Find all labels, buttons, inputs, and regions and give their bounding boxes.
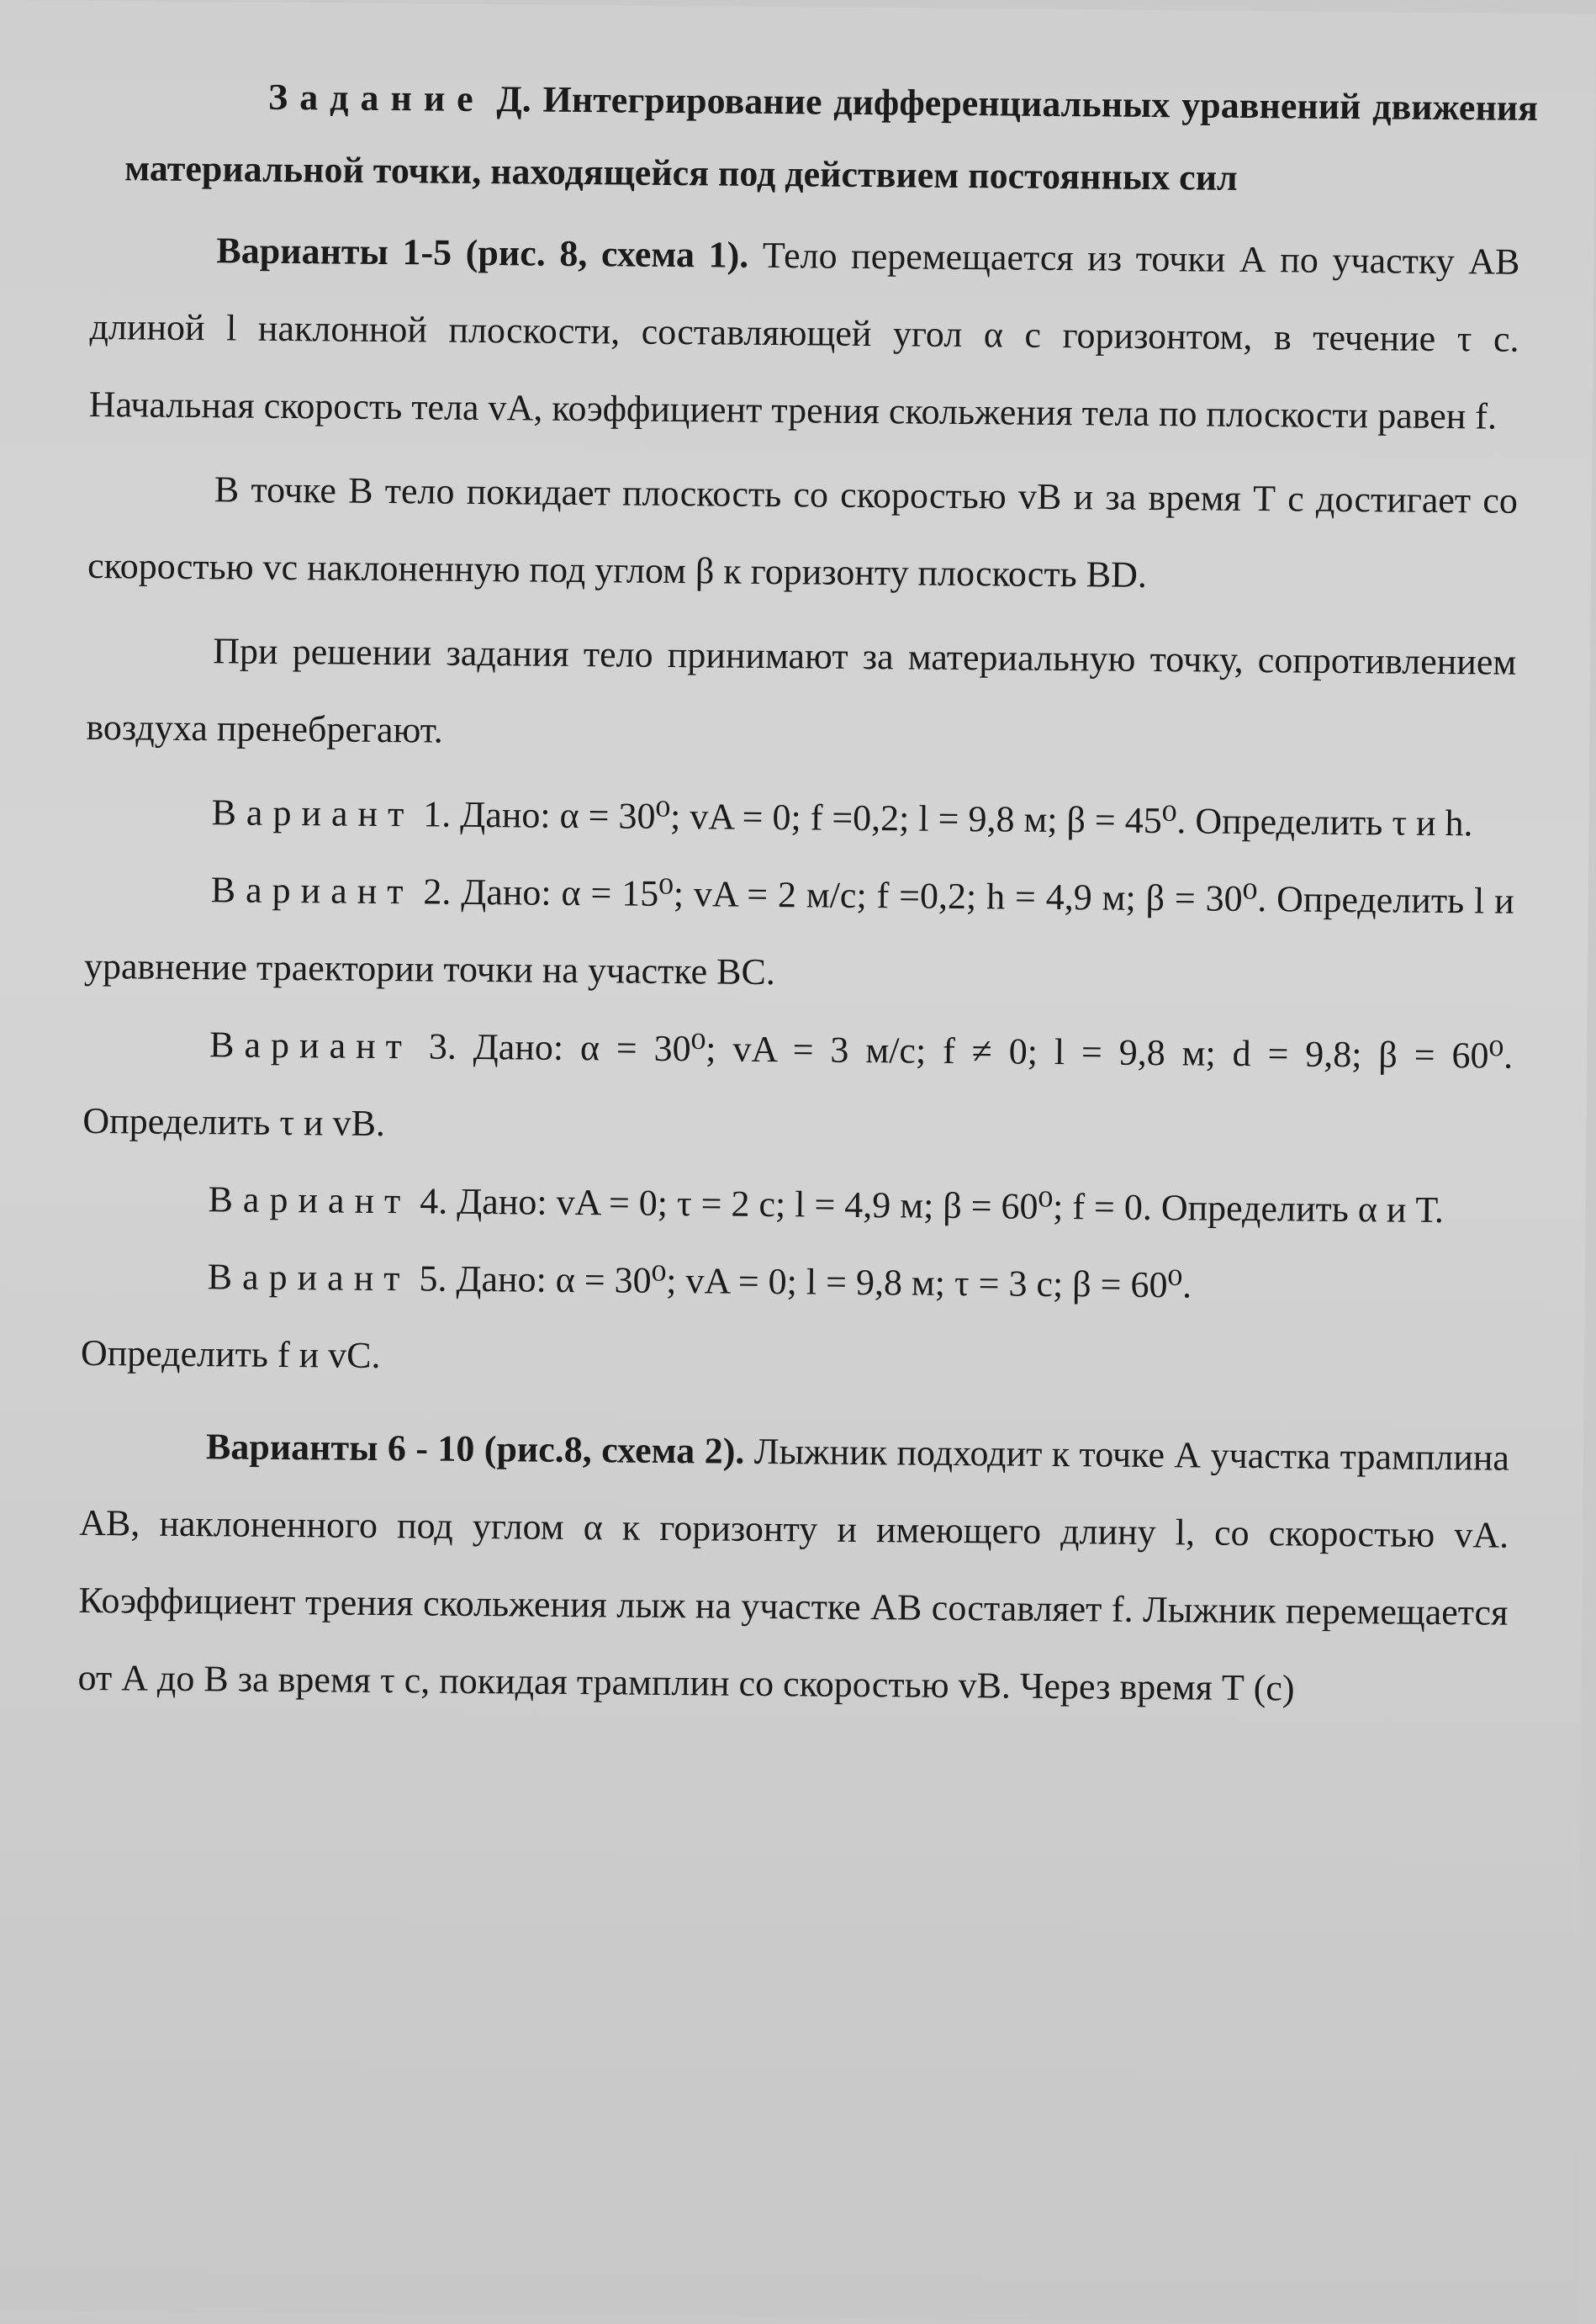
- section2-text: Лыжник подходит к точке А участка трамплина АВ, наклоненного под углом α к горизонту и имеющего длину l, со скоростью vA. Коэффициент трения скольжения лыж на участке АВ составляет f. Лыжник перемещается от А до В за время τ с, покидая трамплин со скоростью vB. Через время Т (с): [77, 1430, 1510, 1709]
- paragraph-2: В точке В тело покидает плоскость со скоростью vB и за время Т с достигает со скоростью vc наклоненную под углом β к горизонту плоскость BD.: [87, 469, 1519, 596]
- section1-text: Тело перемещается из точки А по участку АВ длиной l наклонной плоскости, составляющей угол α с горизонтом, в течение τ с. Начальная скорость тела vA, коэффициент трения скольжения тела по плоскости равен f.: [88, 234, 1520, 437]
- section2-title: Варианты 6 - 10 (рис.8, схема 2).: [205, 1426, 745, 1472]
- task-heading: [124, 60, 1538, 217]
- variant-1: [85, 773, 1515, 863]
- variant-label: Вариант: [208, 1178, 411, 1222]
- paragraph-3: При решении задания тело принимают за материальную точку, сопротивлением воздуха пренебрегают.: [86, 630, 1517, 751]
- section1-paragraph: [88, 211, 1519, 456]
- section2-paragraph: [77, 1407, 1509, 1729]
- variant-text: 3. Дано: α = 30⁰; vA = 3 м/с; f ≠ 0; l = 9,8 м; d = 9,8; β = 60⁰. Определить τ и vB.: [82, 1025, 1514, 1145]
- variant-label: Вариант: [209, 1024, 413, 1067]
- variant-3: [82, 1005, 1514, 1173]
- variant-label: Вариант: [211, 791, 415, 835]
- variant-text: 2. Дано: α = 15⁰; vA = 2 м/с; f =0,2; h = 4,9 м; β = 30⁰. Определить l и уравнение траектории точки на участке ВС.: [83, 871, 1514, 993]
- variant-text: 1. Дано: α = 30⁰; vA = 0; f =0,2; l = 9,8 м; β = 45⁰. Определить τ и h.: [414, 793, 1473, 844]
- variants-list: [81, 773, 1514, 1405]
- variant-text: 5. Дано: α = 30⁰; vA = 0; l = 9,8 м; τ = 3 с; β = 60⁰.: [410, 1257, 1192, 1306]
- section1-title: Варианты 1-5 (рис. 8, схема 1).: [216, 230, 749, 276]
- variant-text: 4. Дано: vA = 0; τ = 2 с; l = 4,9 м; β = 60⁰; f = 0. Определить α и Т.: [410, 1180, 1445, 1231]
- variant-5: [81, 1237, 1511, 1327]
- heading-spaced-word: Задание: [267, 76, 485, 120]
- variant-2: [84, 850, 1515, 1018]
- variant-label: Вариант: [210, 869, 414, 913]
- heading-text: Д. Интегрирование дифференциальных уравнений движения материальной точки, находящейся под действием постоянных сил: [124, 78, 1539, 199]
- variant-4: [82, 1160, 1512, 1250]
- variant-5-tail: Определить f и vC.: [80, 1331, 381, 1377]
- variant-label: Вариант: [207, 1256, 410, 1300]
